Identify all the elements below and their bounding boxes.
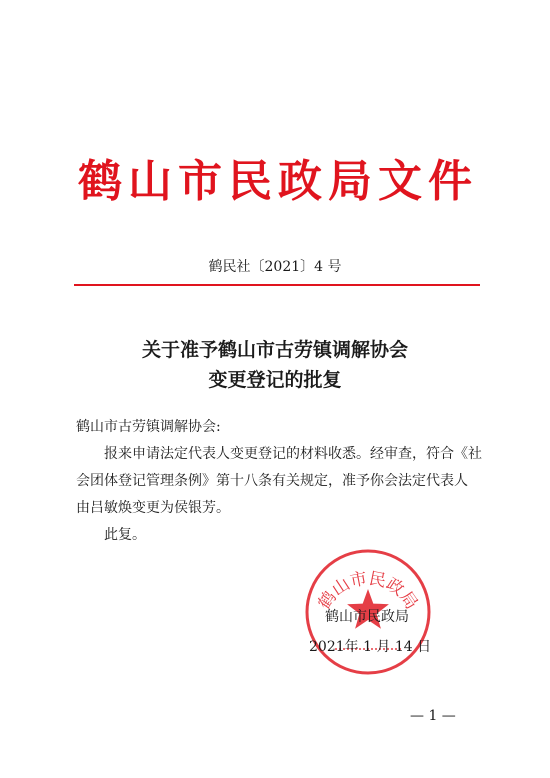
body-line-4: 此复。: [104, 527, 146, 543]
subject-line-2: 变更登记的批复: [208, 369, 342, 391]
header-red-rule: [74, 284, 480, 286]
subject-line-1: 关于准予鹤山市古劳镇调解协会: [141, 339, 408, 361]
document-header-title: 鹤山市民政局文件: [78, 156, 478, 207]
body-line-1: 报来申请法定代表人变更登记的材料收悉。经审查，符合《社: [104, 446, 482, 462]
page-number: — 1 —: [410, 708, 456, 724]
addressee: 鹤山市古劳镇调解协会:: [76, 419, 221, 435]
issuer-name: 鹤山市民政局: [325, 609, 409, 625]
document-number: 鹤民社〔2021〕4 号: [208, 259, 342, 275]
body-line-3: 由吕敏焕变更为侯银芳。: [76, 500, 230, 516]
issue-date: 2021年 1 月 14 日: [309, 639, 432, 655]
seal-text: 鹤山市民政局: [314, 568, 422, 614]
body-line-2: 会团体登记管理条例》第十八条有关规定，准予你会法定代表人: [76, 473, 468, 489]
